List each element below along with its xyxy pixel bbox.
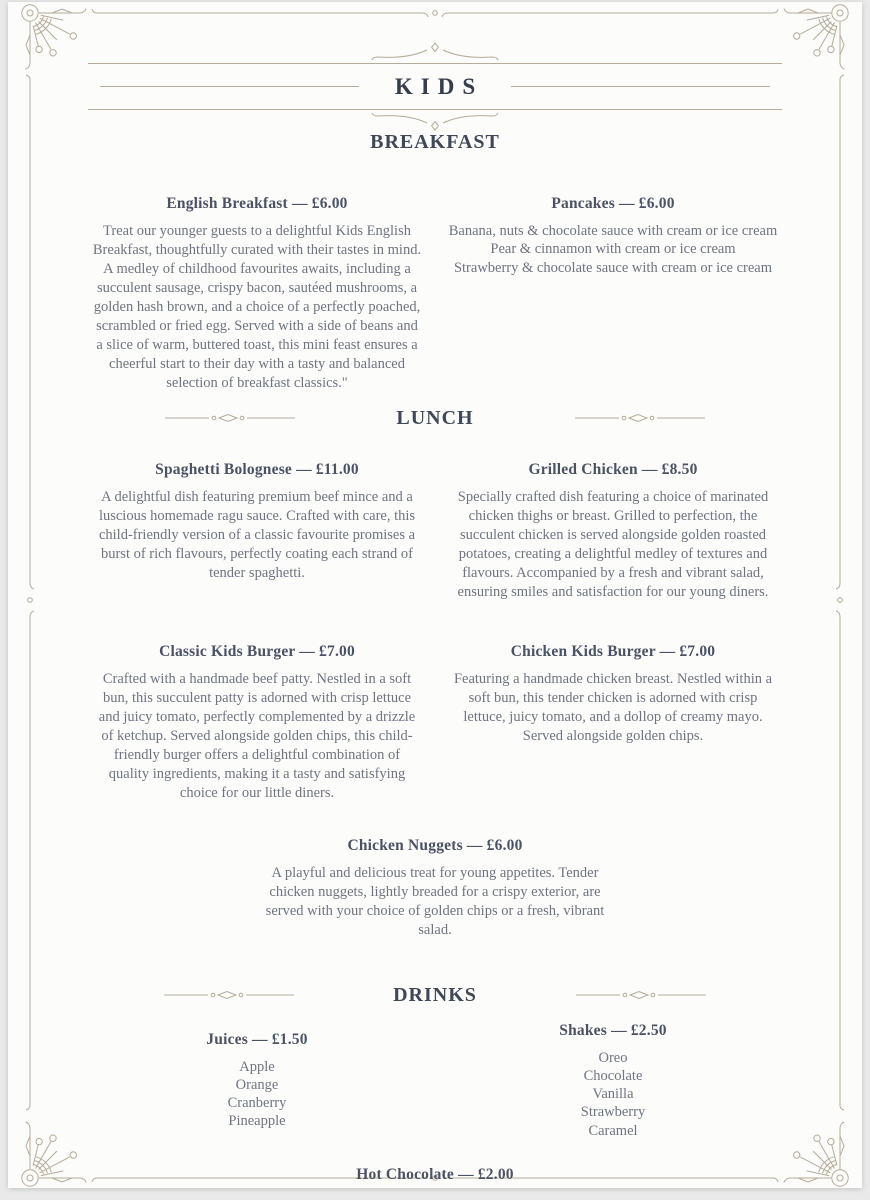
breakfast-heading: BREAKFAST xyxy=(370,131,500,153)
title-side-line xyxy=(511,86,770,87)
item-option: Strawberry & chocolate sauce with cream or ice cream xyxy=(453,259,773,276)
menu-item-chicken-kids-burger xyxy=(448,643,778,746)
item-heading: Hot Chocolate — £2.00 xyxy=(356,1165,514,1183)
section-lunch xyxy=(92,407,778,940)
kids-header xyxy=(92,42,778,131)
menu-item-hot-chocolate xyxy=(92,1166,778,1184)
shake-option: Vanilla xyxy=(592,1086,634,1103)
menu-item-pancakes xyxy=(448,195,778,277)
divider-ornament-icon xyxy=(164,990,294,1000)
shake-option: Oreo xyxy=(598,1049,628,1066)
item-heading: English Breakfast — £6.00 xyxy=(166,195,348,212)
item-heading: Chicken Nuggets — £6.00 xyxy=(347,836,523,854)
section-drinks xyxy=(92,984,778,1184)
divider-ornament-icon xyxy=(576,990,706,1000)
title-side-line xyxy=(100,86,359,87)
menu-item-shakes xyxy=(448,1022,778,1140)
page-title: KIDS xyxy=(394,73,484,99)
header-rule-bottom xyxy=(88,109,782,110)
item-description: A playful and delicious treat for young appetites. Tender chicken nuggets, lightly breaded for a crispy exterior, are served with your choice of golden chips or a fresh, vibrant salad. xyxy=(265,864,605,938)
menu-page xyxy=(8,2,862,1188)
drinks-heading: DRINKS xyxy=(393,983,477,1006)
menu-item-juices xyxy=(92,1022,422,1131)
item-description: A delightful dish featuring premium beef mince and a luscious homemade ragu sauce. Crafted with care, this child-friendly version of a classic favourite promises a burst of rich flavours, perfectly coating each strand of tender spaghetti. xyxy=(98,488,416,581)
menu-item-spaghetti-bolognese xyxy=(92,461,422,583)
item-heading: Juices — £1.50 xyxy=(206,1030,308,1048)
item-description: Crafted with a handmade beef patty. Nestled in a soft bun, this succulent patty is adorned with crisp lettuce and juicy tomato, perfectly complemented by a drizzle of ketchup. Served alongside golden chips, this child-friendly burger offers a delightful combination of quality ingredients, making it a tasty and satisfying choice for our little diners. xyxy=(98,670,416,801)
item-heading: Chicken Kids Burger — £7.00 xyxy=(510,642,716,660)
divider-ornament-icon xyxy=(575,413,705,423)
item-heading: Pancakes — £6.00 xyxy=(551,195,675,212)
menu-item-classic-kids-burger xyxy=(92,643,422,803)
shake-option: Strawberry xyxy=(580,1104,646,1121)
item-description: Treat our younger guests to a delightful Kids English Breakfast, thoughtfully curated with their tastes in mind. A medley of childhood favourites awaits, including a succulent sausage, crispy bacon, sautéed mushrooms, a golden hash brown, and a choice of a perfectly poached, scrambled or fried egg. Served with a side of beans and a slice of warm, buttered toast, this mini feast ensures a cheerful start to their day with a tasty and balanced selection of breakfast classics." xyxy=(92,223,422,391)
menu-item-grilled-chicken xyxy=(448,461,778,602)
juice-option: Orange xyxy=(235,1076,279,1093)
item-description: Featuring a handmade chicken breast. Nestled within a soft bun, this tender chicken is adorned with crisp lettuce, juicy tomato, and a dollop of creamy mayo. Served alongside golden chips. xyxy=(453,670,773,744)
item-description: Specially crafted dish featuring a choice of marinated chicken thighs or breast. Grilled to perfection, the succulent chicken is served alongside golden roasted potatoes, creating a delightful medley of textures and flavours. Accompanied by a fresh and vibrant salad, ensuring smiles and satisfaction for our young diners. xyxy=(457,488,769,600)
juice-option: Pineapple xyxy=(228,1113,286,1130)
item-option: Pear & cinnamon with cream or ice cream xyxy=(490,241,736,258)
juice-option: Cranberry xyxy=(227,1095,287,1112)
item-heading: Grilled Chicken — £8.50 xyxy=(528,460,698,478)
section-breakfast xyxy=(92,131,778,393)
flourish-icon xyxy=(360,42,510,61)
juice-option: Apple xyxy=(239,1058,275,1075)
item-option: Banana, nuts & chocolate sauce with cream or ice cream xyxy=(448,223,778,239)
item-heading: Spaghetti Bolognese — £11.00 xyxy=(155,460,359,478)
shake-option: Caramel xyxy=(588,1122,638,1139)
item-heading: Shakes — £2.50 xyxy=(559,1021,667,1039)
shake-option: Chocolate xyxy=(583,1067,643,1084)
divider-ornament-icon xyxy=(165,413,295,423)
lunch-heading: LUNCH xyxy=(396,406,474,429)
flourish-icon xyxy=(360,112,510,131)
item-heading: Classic Kids Burger — £7.00 xyxy=(159,642,355,660)
menu-content xyxy=(8,42,862,1184)
menu-item-chicken-nuggets xyxy=(92,837,778,940)
menu-item-english-breakfast xyxy=(92,195,422,393)
